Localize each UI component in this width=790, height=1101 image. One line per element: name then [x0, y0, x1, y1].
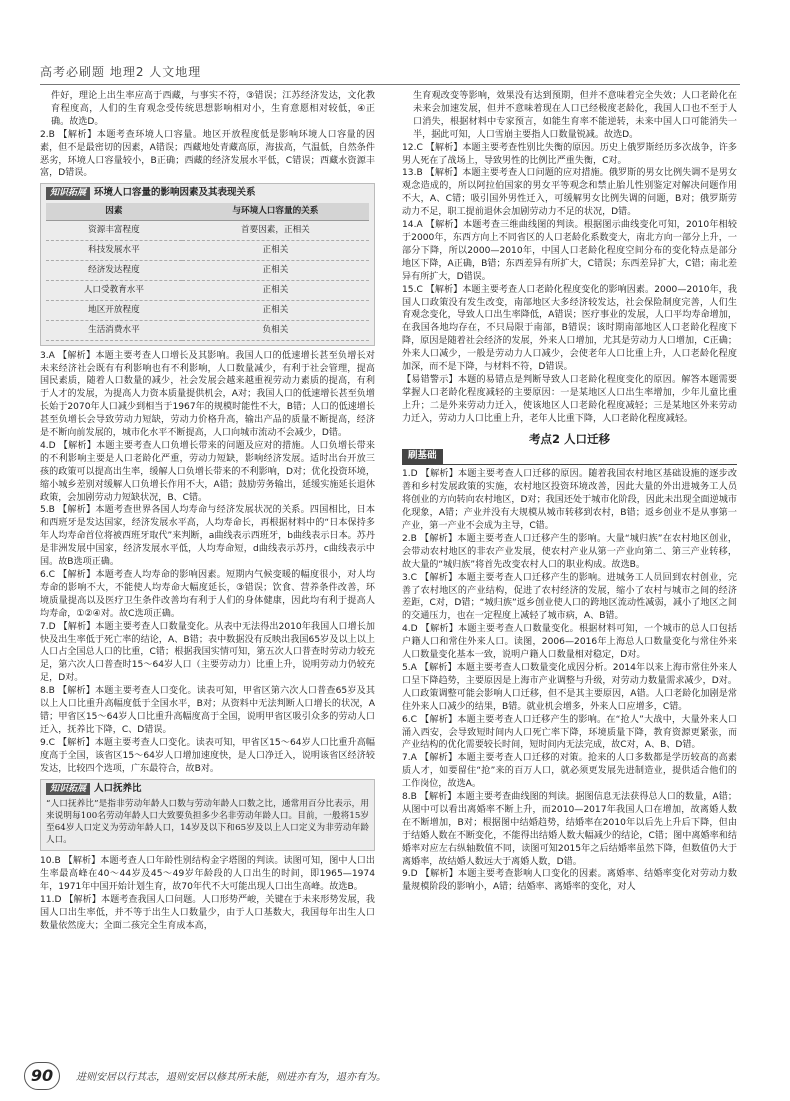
answer-7: 7.D 【解析】本题主要考查人口数量变化。从表中无法得出2010年我国人口增长加快及出生率低于死亡率的结论，A、B错；表中数据没有反映出我国65岁及以上以上人口占全国总人口的比重，C错；根据我国实情可知，第五次人口普查时劳动力较充足，第六次人口普查时15～64岁人口（主要劳动力）比重上升，说明劳动力仍较充足，D对。 [40, 621, 375, 684]
table-row [46, 320, 369, 340]
capacity-table [46, 203, 369, 340]
header-divider [40, 84, 740, 85]
table-cell: 正相关 [182, 280, 369, 300]
table-cell: 科技发展水平 [46, 241, 182, 261]
answer-paragraph: 件好，理论上出生率应高于西藏，与事实不符，③错误；江苏经济发达，文化教育程度高，人们的生育观念受传统思想影响相对小，生育意愿相对较低，④正确。故选D。 [51, 91, 375, 127]
answer-9: 9.C 【解析】本题主要考查人口变化。读表可知，甲省区15～64岁人口比重升高幅度高于全国，该省区15～64岁人口增加速度快，是人口净迁入，说明该省区经济较发达，比较四个选项，广东最符合，故B对。 [40, 737, 375, 774]
table-row [46, 260, 369, 280]
table-row [46, 221, 369, 241]
box-tag: 知识拓展 [46, 187, 90, 200]
migration-answer-6: 6.C 【解析】本题主要考查人口迁移产生的影响。在“抢人”大战中，大量外来人口涌入西安，会导致短时间内人口死亡率下降，环境质量下降，教育资源更紧张，而产业结构的优化需要较长时间，短时间内无法完成，故C对，A、B、D错。 [402, 714, 737, 751]
table-row [46, 280, 369, 300]
migration-answer-1: 1.D 【解析】本题主要考查人口迁移的原因。随着我国农村地区基础设施的逐步改善和乡村发展政策的实施，农村地区投资环境改善，因此大量的外出进城务工人员将创业的方向转向农村地区，D对；我国还处于城市化阶段，因此未出现全面逆城市化现象，A错；产业并没有大规模从城市转移到农村，B错；返乡创业不是从事第一产业，第一产业不会成为主导，C错。 [402, 469, 737, 531]
answer-13: 13.B 【解析】本题主要考查人口问题的应对措施。俄罗斯的男女比例失调不是男女观念造成的，所以阿拉伯国家的男女平等观念和禁止胎儿性别鉴定对解决问题作用不大，A、C错；吸引国外男性迁入，可缓解男女比例失调的问题，B对；俄罗斯劳动力不足，职工提前退休会加剧劳动力不足的状况，D错。 [402, 168, 737, 218]
section-title: 考点2 人口迁移 [528, 431, 610, 446]
box-title [46, 187, 369, 200]
left-column [40, 90, 375, 933]
answer-6: 6.C 【解析】本题考查人均寿命的影响因素。短期内气候变暖的幅度很小，对人均寿命的影响不大，不能使人均寿命大幅度延长，③错误；饮食、营养条件改善，环境质量提高以及医疗卫生条件改善均有利于人们的身体健康，因此均有利于提高人均寿命，①②④对。故C选项正确。 [40, 570, 375, 619]
answer-12: 12.C 【解析】本题主要考查性别比失衡的原因。历史上俄罗斯经历多次战争，许多男人死在了战场上，导致男性的比例比严重失衡，C对。 [402, 142, 737, 166]
practice-header [402, 449, 737, 465]
answer-2: 2.B 【解析】本题考查环境人口容量。地区开放程度低是影响环境人口容量的因素，但不是最密切的因素，A错误；西藏地处青藏高原，海拔高，气温低，自然条件恶劣，环境人口容量较小，B正确；西藏的经济发展水平低，C错误；西藏水资源丰富，D错误。 [40, 129, 375, 179]
box-text: “人口抚养比”是指非劳动年龄人口数与劳动年龄人口数之比，通常用百分比表示，用来说明每100名劳动年龄人口大致要负担多少名非劳动年龄人口。目前，一般将15岁至64岁人口定义为劳动年龄人口，14岁及以下和65岁及以上人口定义为非劳动年龄人口。 [46, 799, 369, 846]
table-cell: 正相关 [182, 241, 369, 261]
table-header: 因素 [46, 203, 182, 220]
migration-answer-5: 5.A 【解析】本题主要考查人口数量变化成因分析。2014年以来上海市常住外来人口呈下降趋势，主要原因是上海市产业调整与升级，对劳动力数量需求减少，D对。人口政策调整可能会影响人口迁移，但不是其主要原因，A错。人口老龄化加剧是常住外来人口减少的结果，B错。就业机会增多，外来人口应增多，C错。 [402, 662, 737, 712]
answer-14: 14.A 【解析】本题考查三维曲线图的判读。根据图示曲线变化可知，2010年相较于2000年，东西方向上不同省区的人口老龄化系数变大，南北方向一部分上升，一部分下降，所以2000—2010年，中国人口老龄化程度空间分布的变化特点是部分地区下降，A正确，B错；东西差异有所扩大，C错误；东西差异扩大，C错；南北差异有所扩大，D错误。 [402, 220, 737, 282]
answer-4: 4.D 【解析】本题主要考查人口负增长带来的问题及应对的措施。人口负增长带来的不利影响主要是人口老龄化严重，劳动力短缺，影响经济发展。适时出台开放三孩的政策可以提高出生率，缓解人口负增长带来的不利影响，D对；优化投资环境，缩小城乡差别对缓解人口负增长作用不大，A错；鼓励劳务输出，延缓实施延长退休政策，会加剧劳动力短缺状况，B、C错。 [40, 440, 375, 503]
table-header: 与环境人口容量的关系 [182, 203, 369, 220]
table-row [46, 300, 369, 320]
table-cell: 正相关 [182, 300, 369, 320]
table-cell: 经济发达程度 [46, 260, 182, 280]
page-header: 高考必刷题 地理2 人文地理 [40, 65, 202, 79]
answer-11: 11.D 【解析】本题考查我国人口问题。人口形势严峻，关键在于未来形势发展，我国人口出生率低，并不等于出生人口数量少，由于人口基数大，我国每年出生人口数量依然庞大；全面二孩完全生育成本高， [40, 895, 375, 931]
migration-answer-9: 9.D 【解析】本题主要考查影响人口变化的因素。离婚率、结婚率变化对劳动力数量规模阶段的影响小，A错；结婚率、离婚率的变化，对人 [402, 869, 737, 893]
table-cell: 生活消费水平 [46, 320, 182, 340]
table-cell: 负相关 [182, 320, 369, 340]
footer-motto: 进则安居以行其志，退则安居以修其所未能，则进亦有为，退亦有为。 [76, 1072, 386, 1083]
practice-label: 刷基础 [402, 449, 443, 464]
box-title [46, 783, 369, 796]
answer-8: 8.B 【解析】本题主要考查人口变化。读表可知，甲省区第六次人口普查65岁及其以上人口比重升高幅度低于全国水平，B对；从资料中无法判断人口增长的状况，A错；甲省区15～64岁人口比重升高幅度高于全国，说明甲省区吸引众多的劳动人口迁入，抚养比下降，C、D错误。 [40, 686, 375, 735]
right-column [402, 90, 737, 894]
migration-answer-7: 7.A 【解析】本题主要考查人口迁移的对策。抢来的人口多数都是学历较高的高素质人才，如要留住“抢”来的百万人口，就必须更发展先进制造业，提供适合他们的工作岗位，故选A。 [402, 753, 737, 790]
table-cell: 首要因素，正相关 [182, 221, 369, 241]
migration-answer-2: 2.B 【解析】本题主要考查人口迁移产生的影响。大量“城归族”在农村地区创业，会带动农村地区的非农产业发展，使农村产业从第一产业向第二、第三产业转移，故大量的“城归族”将首先改变农村人口的职业构成。故选B。 [402, 533, 737, 570]
answer-10: 10.B 【解析】本题考查人口年龄性别结构金字塔图的判读。读图可知，图中人口出生率最高峰在40～44岁及45～49岁年龄段的人口出生的时间，即1965—1974年，1971年中国开始计划生育，故70年代不大可能出现人口出生高峰。故选B。 [40, 856, 375, 893]
migration-answer-4: 4.D 【解析】本题主要考查人口数量变化。根据材料可知，一个城市的总人口包括户籍人口和常住外来人口。读图，2006—2016年上海总人口数量变化与常住外来人口数量变化基本一致，说明户籍人口数量相对稳定，D对。 [402, 624, 737, 661]
knowledge-box-population-capacity [40, 183, 375, 345]
table-cell: 资源丰富程度 [46, 221, 182, 241]
box-title-text: 环境人口容量的影响因素及其表现关系 [94, 187, 256, 199]
table-cell: 人口受教育水平 [46, 280, 182, 300]
answer-5: 5.B 【解析】本题考查世界各国人均寿命与经济发展状况的关系。四国相比，日本和西班牙是发达国家，经济发展水平高，人均寿命长，再根据材料中的“日本保持多年人均寿命首位将被西班牙取代”来判断，a曲线表示西班牙，b曲线表示日本。苏丹是非洲发展中国家，经济发展水平低，人均寿命短，d曲线表示苏丹，c曲线表示中国。故B选项正确。 [40, 505, 375, 568]
error-warning: 【易错警示】本题的易错点是判断导致人口老龄化程度变化的原因。解答本题需要掌握人口老龄化程度减轻的主要原因：一是某地区人口出生率增加，少年儿童比重上升；二是外来劳动力迁入，使该地区人口老龄化程度减轻；三是某地区外来劳动力迁入，劳动力人口比重上升，老年人比重下降，人口老龄化程度减轻。 [402, 374, 737, 424]
answer-15: 15.C 【解析】本题主要考查人口老龄化程度变化的影响因素。2000—2010年，我国人口政策没有发生改变，南部地区大多经济较发达，社会保险制度完善，人们生育观念变化，导致人口出生率降低，A错误；医疗事业的发展，人口平均寿命增加，在我国各地均存在，不只局限于南部，B错误；该时期南部地区人口老龄化程度下降，原因是随着社会经济的发展，外来人口增加，尤其是劳动力人口增加，C正确；外来人口减少，一般是劳动力人口减少，会使老年人口比重上升，人口老龄化程度加深，而不是下降，与材料不符，D错误。 [402, 284, 737, 373]
migration-answer-8: 8.B 【解析】本题主要考查曲线图的判读。据图信息无法获得总人口的数量，A错；从图中可以看出离婚率不断上升，而2010—2017年我国人口在增加，故离婚人数在不断增加，B对；根据图中结婚趋势，结婚率在2010年以后先上升后下降，但由于结婚人数在不断变化，不能得出结婚人数大幅减少的结论，C错；图中离婚率和结婚率对应左右纵轴数值不同，读图可知2015年之后结婚率虽然下降，但数值仍大于离婚率，故结婚人数远大于离婚人数，D错。 [402, 792, 737, 867]
page-number: 90 [24, 1062, 60, 1090]
answer-paragraph: 生育观改变等影响，效果没有达到预期，但并不意味着完全失效；人口老龄化在未来会加速发展，但并不意味着现在人口已经极度老龄化，我国人口也不至于人口消失，根据材料中专家预言，如能生育率不能逆转，未来中国人口可能消失一半，据此可知，人口雪崩主要指人口数量锐减。故选D。 [413, 91, 737, 140]
table-cell: 地区开放程度 [46, 300, 182, 320]
table-cell: 正相关 [182, 260, 369, 280]
answer-3: 3.A 【解析】本题主要考查人口增长及其影响。我国人口的低速增长甚至负增长对未来经济社会既有有利影响也有不利影响，人口数量减少，有利于社会管理，提高国民素质，随着人口数量的减少，社会发展会越来越重视劳动力素质的提高，有利于人才的发展，为提高人力资本质量提供机会，A对；我国人口的低速增长甚至负增长始于2070年人口减少到相当于1967年的规模时能性不大，B错；人口的低速增长甚至负增长会导致劳动力短缺，劳动力价格升高，输出产品的质量不断提高，经济是不断向前发展的，城市化水平不断提高，人口向城市流动不会减少，D错。 [40, 350, 375, 439]
table-row [46, 241, 369, 261]
page-footer [18, 1062, 758, 1088]
migration-answer-3: 3.C 【解析】本题主要考查人口迁移产生的影响。进城务工人员回到农村创业，完善了农村地区的产业结构，促进了农村经济的发展，缩小了农村与城市之间的经济差距，C对，D错；“城归族”返乡创业使人口的跨地区流动性减弱，减小了地区之间的交通压力，也在一定程度上减轻了城市病，A、B错。 [402, 572, 737, 622]
box-tag: 知识拓展 [46, 783, 90, 796]
box-title-text: 人口抚养比 [94, 782, 142, 794]
knowledge-box-dependency-ratio [40, 779, 375, 852]
